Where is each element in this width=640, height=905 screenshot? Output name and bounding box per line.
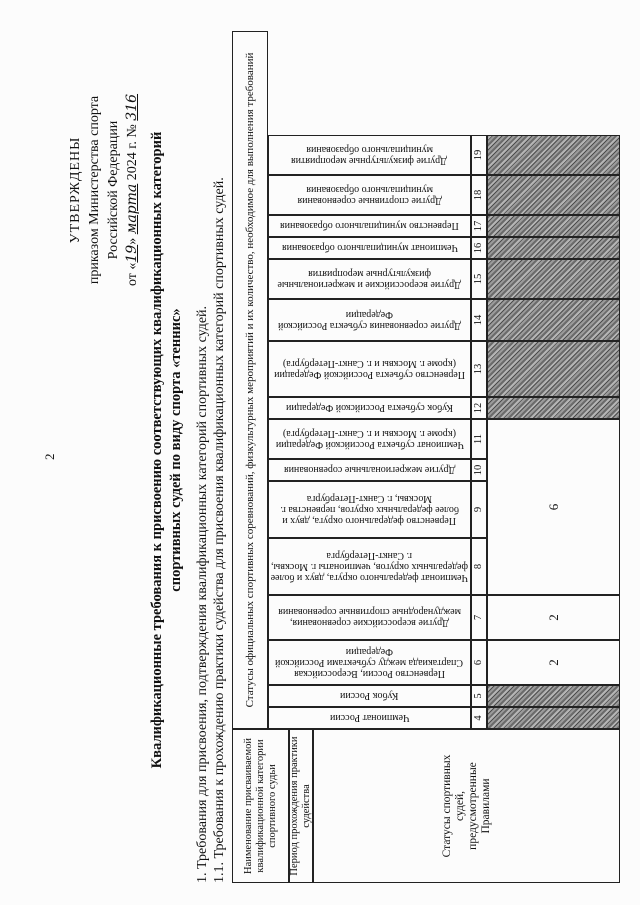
column-number: 8: [471, 538, 487, 595]
title-line2: спортивных судей по виду спорта «теннис»: [168, 308, 184, 592]
column-number: 17: [471, 215, 487, 237]
column-number: 6: [471, 640, 487, 685]
column-header-6: [268, 640, 471, 685]
column-header-16: [268, 237, 471, 259]
column-header-7: [268, 595, 471, 640]
column-header-17: [268, 215, 471, 237]
column-header-text: Другие соревнования субъекта Российской Федерации: [278, 309, 461, 331]
column-header-15: [268, 259, 471, 299]
empty-hatched-cell: [487, 397, 620, 419]
approval-prefix: от «: [125, 262, 140, 287]
approval-mid: »: [125, 237, 140, 245]
title-line1: Квалификационные требования к присвоению соответствующих квалификационных категорий: [149, 131, 165, 769]
column-header-text: Кубок России: [340, 690, 399, 702]
page-number: 2: [42, 453, 57, 460]
column-header-text: Другие всероссийские соревнования, международные спортивные соревнования: [278, 606, 461, 629]
column-number: 5: [471, 685, 487, 707]
empty-hatched-cell: [487, 259, 620, 299]
approval-line4: [123, 25, 142, 355]
column-header-text: Чемпионат субъекта Российской Федерации (кроме г. Москвы и г. Санкт-Петербурга): [275, 428, 464, 450]
empty-hatched-cell: [487, 175, 620, 215]
column-header-text: Другие физкультурные мероприятия муниципального образования: [291, 144, 448, 166]
column-header-text: Чемпионат России: [329, 712, 410, 724]
column-number: 7: [471, 595, 487, 640]
column-header-text: Чемпионат муниципального образования: [281, 242, 458, 254]
column-number: 11: [471, 419, 487, 459]
column-header-5: [268, 685, 471, 707]
column-number: 12: [471, 397, 487, 419]
value-col-7: 2: [487, 595, 620, 640]
empty-hatched-cell: [487, 135, 620, 175]
column-header-11: [268, 419, 471, 459]
value-col-8-11: 6: [487, 419, 620, 595]
column-header-text: Первенство субъекта Российской Федерации (кроме г. Москвы и г. Санкт-Петербурга): [274, 358, 465, 380]
section-1-1-heading: 1.1. Требования к прохождению практики судейства для присвоения квалификационных категорий спортивных судей.: [212, 177, 227, 883]
approval-block: [66, 25, 142, 355]
column-number: 9: [471, 481, 487, 538]
approval-line2: приказом Министерства спорта: [87, 95, 102, 285]
empty-hatched-cell: [487, 341, 620, 397]
empty-hatched-cell: [487, 299, 620, 341]
column-header-text: Другие всероссийские и межрегиональные физкультурные мероприятия: [277, 268, 462, 290]
header-period: Период прохождения практики судейства: [289, 729, 313, 883]
empty-hatched-cell: [487, 707, 620, 729]
column-header-4: [268, 707, 471, 729]
column-header-12: [268, 397, 471, 419]
column-number: 16: [471, 237, 487, 259]
column-header-text: Первенство муниципального образования: [280, 220, 459, 232]
column-number: 19: [471, 135, 487, 175]
column-header-18: [268, 175, 471, 215]
header-category: Наименование присваиваемой квалификационной категории спортивного судьи: [232, 729, 289, 883]
column-header-text: Кубок субъекта Российской Федерации: [285, 402, 454, 414]
column-header-text: Другие межрегиональные соревнования: [283, 464, 456, 476]
empty-hatched-cell: [487, 215, 620, 237]
column-header-8: [268, 538, 471, 595]
header-events: Статусы официальных спортивных соревнований, физкультурных мероприятий и их количество, необходимое для выполнения требований: [232, 31, 268, 729]
approval-number: 316: [124, 93, 140, 121]
column-header-text: Первенство федерального округа, двух и более федеральных округов, первенства г. Москвы, г. Санкт-Петербурга: [280, 493, 459, 526]
value-col-6: 2: [487, 640, 620, 685]
section-1-heading: 1. Требования для присвоения, подтверждения квалификационных категорий спортивных судей.: [195, 305, 210, 883]
column-header-13: [268, 341, 471, 397]
approval-year: 2024 г. №: [125, 124, 140, 181]
column-number: 13: [471, 341, 487, 397]
column-header-text: Первенство России, Всероссийская Спартакиада между субъектами Российской Федерации: [275, 646, 464, 679]
column-number: 18: [471, 175, 487, 215]
column-header-14: [268, 299, 471, 341]
header-status: [313, 729, 620, 883]
column-header-9: [268, 481, 471, 538]
empty-hatched-cell: [487, 685, 620, 707]
header-status-text: Статусы спортивных судей, предусмотренные Правилами: [440, 754, 492, 858]
column-header-text: Другие спортивные соревнования муниципального образования: [297, 184, 442, 206]
column-header-text: Чемпионат федерального округа, двух и более федеральных округов, чемпионаты г. Москвы, г. Санкт-Петербурга: [270, 550, 469, 583]
column-number: 10: [471, 459, 487, 481]
document-title: [148, 35, 186, 865]
approval-line3: Российской Федерации: [106, 120, 121, 260]
approval-day: 19: [124, 244, 140, 263]
approval-title: УТВЕРЖДЕНЫ: [68, 136, 83, 244]
requirements-table: [232, 31, 620, 883]
column-number: 15: [471, 259, 487, 299]
approval-month: марта: [124, 183, 140, 235]
empty-hatched-cell: [487, 237, 620, 259]
column-header-10: [268, 459, 471, 481]
column-number: 14: [471, 299, 487, 341]
column-number: 4: [471, 707, 487, 729]
column-header-19: [268, 135, 471, 175]
